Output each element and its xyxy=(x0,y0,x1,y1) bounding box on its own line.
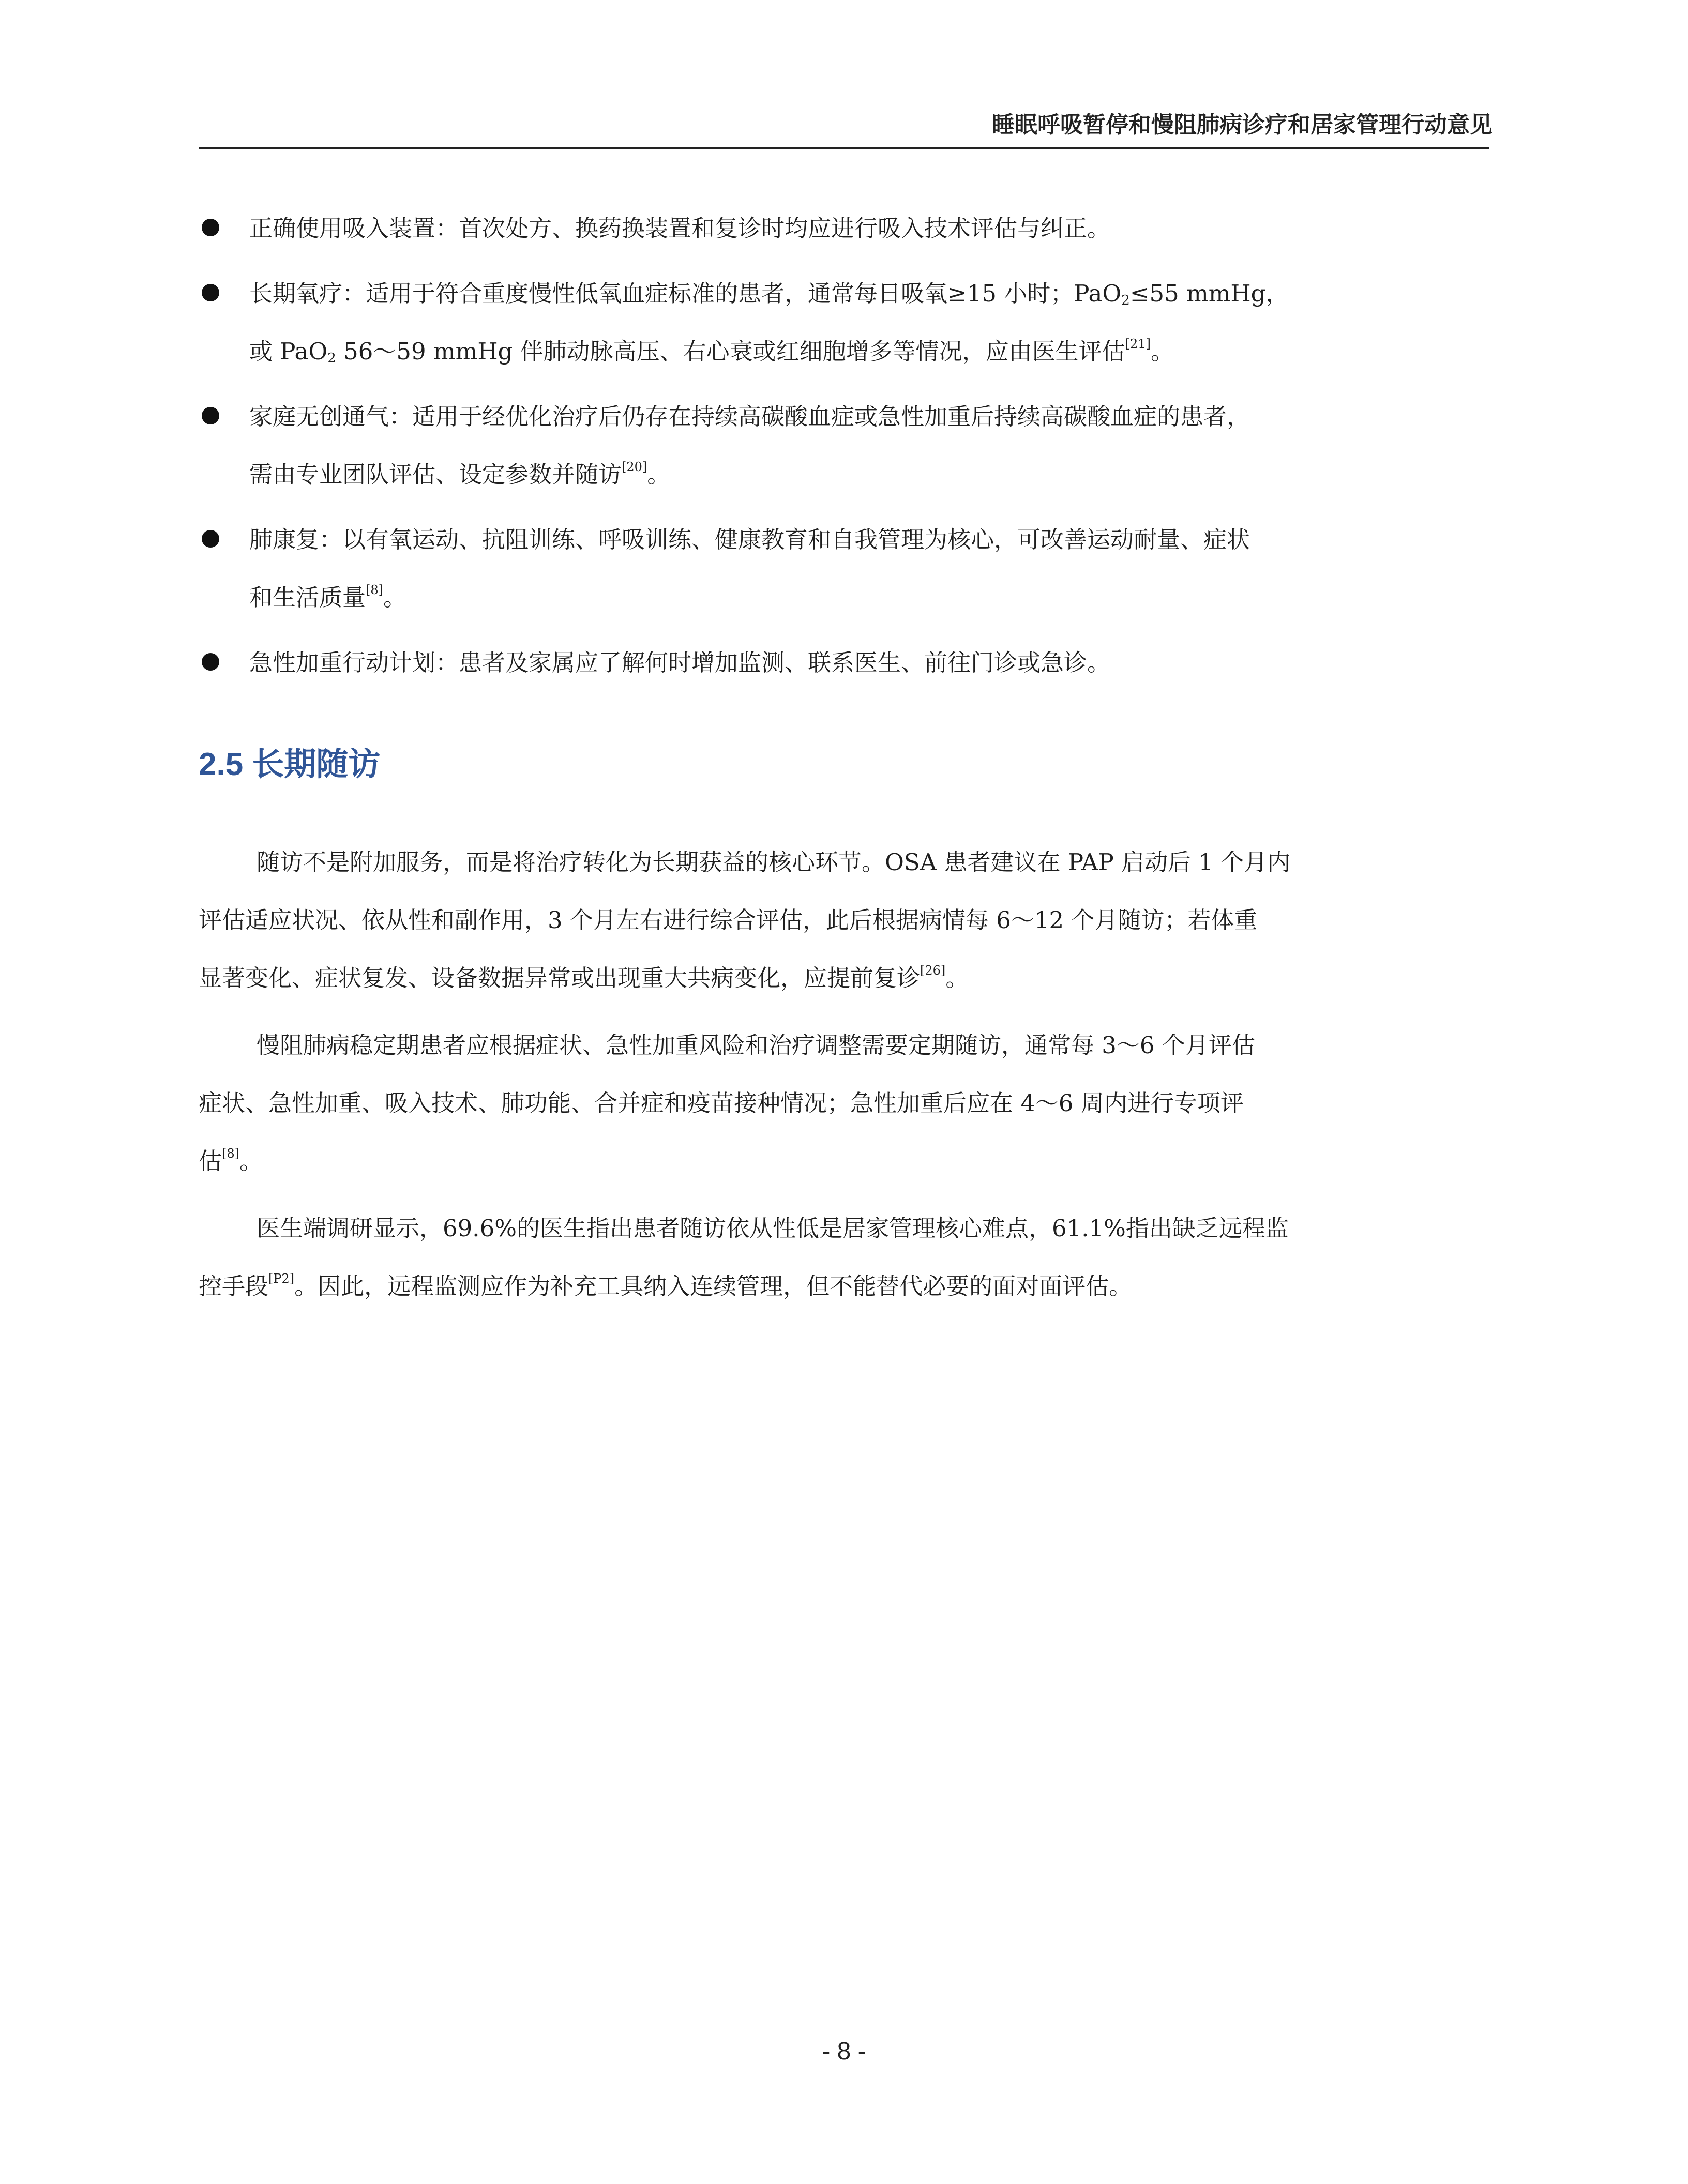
section-heading: 2.5 长期随访 xyxy=(199,747,381,782)
text-run: 。因此，远程监测应作为补充工具纳入连续管理，但不能替代必要的面对面评估。 xyxy=(294,1272,1133,1300)
bullet-text-line xyxy=(249,385,1489,449)
bullet-list xyxy=(199,196,1489,696)
citation-ref: [8] xyxy=(366,583,384,597)
bullet-item xyxy=(199,262,1489,384)
text-run: 肺康复：以有氧运动、抗阻训练、呼吸训练、健康教育和自我管理为核心，可改善运动耐量、症状 xyxy=(249,526,1250,553)
paragraph-line xyxy=(199,1200,1489,1257)
bullet-text-line xyxy=(249,443,1489,507)
text-run: 慢阻肺病稳定期患者应根据症状、急性加重风险和治疗调整需要定期随访，通常每 3～6 个月评估 xyxy=(257,1032,1255,1059)
paragraph xyxy=(199,1200,1489,1315)
running-header-title: 睡眠呼吸暂停和慢阻肺病诊疗和居家管理行动意见 xyxy=(992,112,1493,138)
text-run: 显著变化、症状复发、设备数据异常或出现重大共病变化，应提前复诊 xyxy=(199,964,921,992)
paragraph-line xyxy=(199,1132,1489,1190)
text-run: 56～59 mmHg 伴肺动脉高压、右心衰或红细胞增多等情况，应由医生评估 xyxy=(336,338,1125,365)
text-run: 长期氧疗：适用于符合重度慢性低氧血症标准的患者，通常每日吸氧≥15 小时；PaO xyxy=(249,280,1122,307)
bullet-item xyxy=(199,385,1489,507)
bullet-dot-icon xyxy=(202,653,219,671)
subscript: 2 xyxy=(1121,293,1130,308)
bullet-dot-icon xyxy=(202,219,219,236)
bullet-dot-icon xyxy=(202,530,219,548)
page-number: - 8 - xyxy=(822,2038,866,2065)
body-paragraphs xyxy=(199,833,1489,1325)
text-run: 。 xyxy=(383,584,407,611)
citation-ref: [P2] xyxy=(268,1271,295,1286)
citation-ref: [26] xyxy=(920,963,946,978)
text-run: 医生端调研显示，69.6%的医生指出患者随访依从性低是居家管理核心难点，61.1%指出缺乏远程监 xyxy=(257,1215,1289,1242)
text-run: 。 xyxy=(239,1147,263,1175)
bullet-dot-icon xyxy=(202,284,219,301)
bullet-text-line xyxy=(249,631,1489,695)
bullet-item xyxy=(199,508,1489,630)
paragraph-line xyxy=(199,949,1489,1007)
paragraph-line xyxy=(199,1017,1489,1074)
paragraph-line xyxy=(199,833,1489,891)
citation-ref: [21] xyxy=(1125,337,1151,351)
paragraph-line xyxy=(199,1074,1489,1132)
text-run: 需由专业团队评估、设定参数并随访 xyxy=(249,461,622,488)
text-run: 症状、急性加重、吸入技术、肺功能、合并症和疫苗接种情况；急性加重后应在 4～6 周内进行专项评 xyxy=(199,1089,1244,1117)
bullet-text-line xyxy=(249,320,1489,384)
bullet-text-line xyxy=(249,508,1489,572)
paragraph xyxy=(199,833,1489,1007)
header-divider xyxy=(199,147,1489,149)
bullet-text-line xyxy=(249,196,1489,261)
text-run: 。 xyxy=(647,461,671,488)
bullet-dot-icon xyxy=(202,407,219,424)
paragraph-line xyxy=(199,1257,1489,1315)
text-run: 或 PaO xyxy=(249,338,328,365)
text-run: 评估适应状况、依从性和副作用，3 个月左右进行综合评估，此后根据病情每 6～12 个月随访；若体重 xyxy=(199,906,1258,934)
text-run: 控手段 xyxy=(199,1272,269,1300)
text-run: 随访不是附加服务，而是将治疗转化为长期获益的核心环节。OSA 患者建议在 PAP 启动后 1 个月内 xyxy=(257,848,1291,876)
paragraph-line xyxy=(199,891,1489,949)
text-run: ≤55 mmHg， xyxy=(1129,280,1289,307)
text-run: 急性加重行动计划：患者及家属应了解何时增加监测、联系医生、前往门诊或急诊。 xyxy=(249,649,1111,676)
bullet-text-line xyxy=(249,262,1489,326)
citation-ref: [20] xyxy=(622,460,647,474)
text-run: 家庭无创通气：适用于经优化治疗后仍存在持续高碳酸血症或急性加重后持续高碳酸血症的患者， xyxy=(249,403,1250,430)
subscript: 2 xyxy=(327,351,336,366)
text-run: 估 xyxy=(199,1147,222,1175)
bullet-item xyxy=(199,196,1489,261)
text-run: 。 xyxy=(945,964,969,992)
text-run: 。 xyxy=(1150,338,1174,365)
text-run: 和生活质量 xyxy=(249,584,366,611)
bullet-item xyxy=(199,631,1489,695)
citation-ref: [8] xyxy=(222,1146,240,1161)
bullet-text-line xyxy=(249,566,1489,630)
text-run: 正确使用吸入装置：首次处方、换药换装置和复诊时均应进行吸入技术评估与纠正。 xyxy=(249,215,1111,242)
paragraph xyxy=(199,1017,1489,1190)
